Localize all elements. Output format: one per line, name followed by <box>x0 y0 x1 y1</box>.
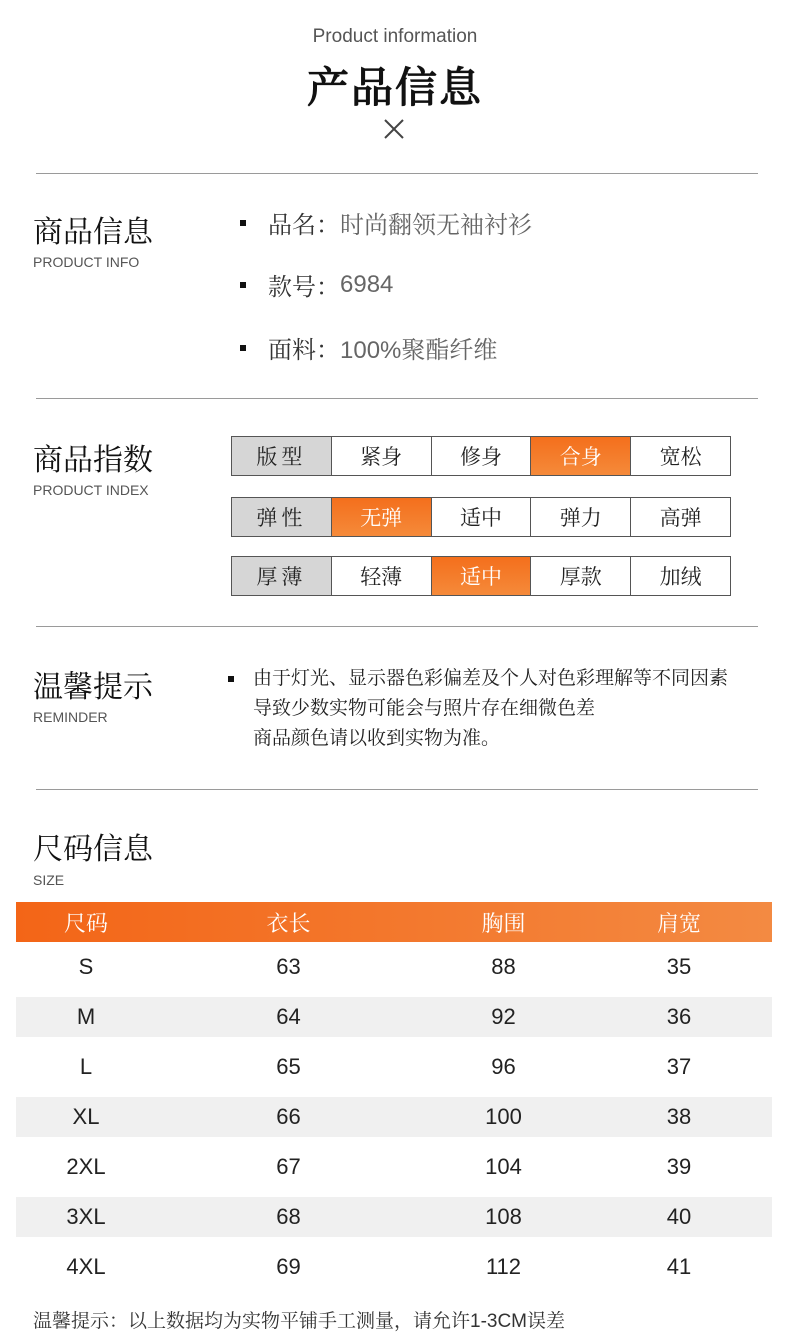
index-option: 轻薄 <box>331 557 431 595</box>
info-item-name <box>240 205 532 240</box>
table-row <box>16 1097 772 1137</box>
index-option: 修身 <box>431 437 531 475</box>
shoulder-cell: 40 <box>666 1204 692 1229</box>
shoulder-cell: 39 <box>666 1154 692 1179</box>
index-row-elasticity <box>231 497 731 537</box>
index-option: 加绒 <box>630 557 730 595</box>
chest-cell: 104 <box>485 1154 522 1179</box>
index-option: 合身 <box>530 437 630 475</box>
size-header-cell: 胸围 <box>481 910 526 936</box>
chest-cell: 96 <box>491 1054 516 1079</box>
size-cell: 3XL <box>66 1204 106 1229</box>
shoulder-cell: 37 <box>666 1054 692 1079</box>
divider <box>36 398 758 399</box>
index-row-fit <box>231 436 731 476</box>
info-label: 面料： <box>268 337 340 364</box>
index-label: 厚薄 <box>232 557 331 595</box>
size-cell: L <box>79 1054 93 1079</box>
reminder-subtitle: REMINDER <box>33 709 108 725</box>
chest-cell: 92 <box>491 1004 516 1029</box>
product-index-subtitle: PRODUCT INDEX <box>33 482 149 498</box>
product-index-title: 商品指数 <box>33 444 153 477</box>
info-value: 100%聚酯纤维 <box>340 337 498 364</box>
reminder-line: 导致少数实物可能会与照片存在细微色差 <box>253 698 596 719</box>
bullet-icon <box>240 220 246 226</box>
bullet-icon <box>240 345 246 351</box>
reminder-line: 商品颜色请以收到实物为准。 <box>253 728 501 749</box>
size-cell: S <box>78 954 94 979</box>
index-option: 高弹 <box>630 498 730 536</box>
reminder-text <box>228 664 728 754</box>
index-option: 无弹 <box>331 498 431 536</box>
size-cell: 2XL <box>66 1154 106 1179</box>
table-row <box>16 1197 772 1237</box>
size-cell: XL <box>72 1104 100 1129</box>
size-footnote: 温馨提示：以上数据均为实物平铺手工测量，请允许1-3CM误差 <box>33 1311 566 1332</box>
info-item-style-number <box>240 267 393 302</box>
length-cell: 63 <box>276 954 301 979</box>
divider <box>36 789 758 790</box>
shoulder-cell: 41 <box>666 1254 692 1279</box>
shoulder-cell: 36 <box>666 1004 692 1029</box>
length-cell: 68 <box>276 1204 301 1229</box>
product-info-subtitle: PRODUCT INFO <box>33 254 140 270</box>
info-label: 款号： <box>268 274 340 301</box>
reminder-title: 温馨提示 <box>33 671 153 704</box>
chest-cell: 108 <box>485 1204 522 1229</box>
shoulder-cell: 38 <box>666 1104 692 1129</box>
product-info-title: 商品信息 <box>33 216 153 249</box>
index-option: 宽松 <box>630 437 730 475</box>
header-subtitle: Product information <box>312 26 478 47</box>
size-table <box>16 902 772 1292</box>
size-cell: M <box>76 1004 96 1029</box>
size-subtitle: SIZE <box>33 872 65 888</box>
table-row <box>16 1142 772 1192</box>
chest-cell: 88 <box>491 954 516 979</box>
length-cell: 65 <box>276 1054 301 1079</box>
page-title: 产品信息 <box>306 64 483 111</box>
reminder-line: 由于灯光、显示器色彩偏差及个人对色彩理解等不同因素 <box>253 668 729 689</box>
chest-cell: 112 <box>485 1254 522 1279</box>
table-row <box>16 1242 772 1292</box>
length-cell: 67 <box>276 1154 301 1179</box>
size-table-header <box>16 902 772 942</box>
table-row <box>16 997 772 1037</box>
table-row <box>16 1042 772 1092</box>
table-row <box>16 942 772 992</box>
info-value: 6984 <box>340 270 394 298</box>
index-option: 适中 <box>431 557 531 595</box>
bullet-icon <box>240 282 246 288</box>
index-option: 适中 <box>431 498 531 536</box>
size-cell: 4XL <box>66 1254 106 1279</box>
size-header-cell: 肩宽 <box>656 910 701 936</box>
length-cell: 66 <box>276 1104 301 1129</box>
index-label: 弹性 <box>232 498 331 536</box>
bullet-icon <box>228 676 234 682</box>
size-title: 尺码信息 <box>33 833 153 866</box>
index-option: 弹力 <box>530 498 630 536</box>
index-option: 厚款 <box>530 557 630 595</box>
info-value: 时尚翻领无袖衬衫 <box>340 212 532 239</box>
length-cell: 64 <box>276 1004 301 1029</box>
length-cell: 69 <box>276 1254 301 1279</box>
shoulder-cell: 35 <box>666 954 692 979</box>
size-header-cell: 尺码 <box>63 910 108 936</box>
index-label: 版型 <box>232 437 331 475</box>
index-row-thickness <box>231 556 731 596</box>
divider <box>36 626 758 627</box>
size-header-cell: 衣长 <box>266 910 311 936</box>
index-option: 紧身 <box>331 437 431 475</box>
info-item-fabric <box>240 330 497 365</box>
close-icon <box>383 118 405 140</box>
chest-cell: 100 <box>485 1104 522 1129</box>
info-label: 品名： <box>268 212 340 239</box>
divider <box>36 173 758 174</box>
